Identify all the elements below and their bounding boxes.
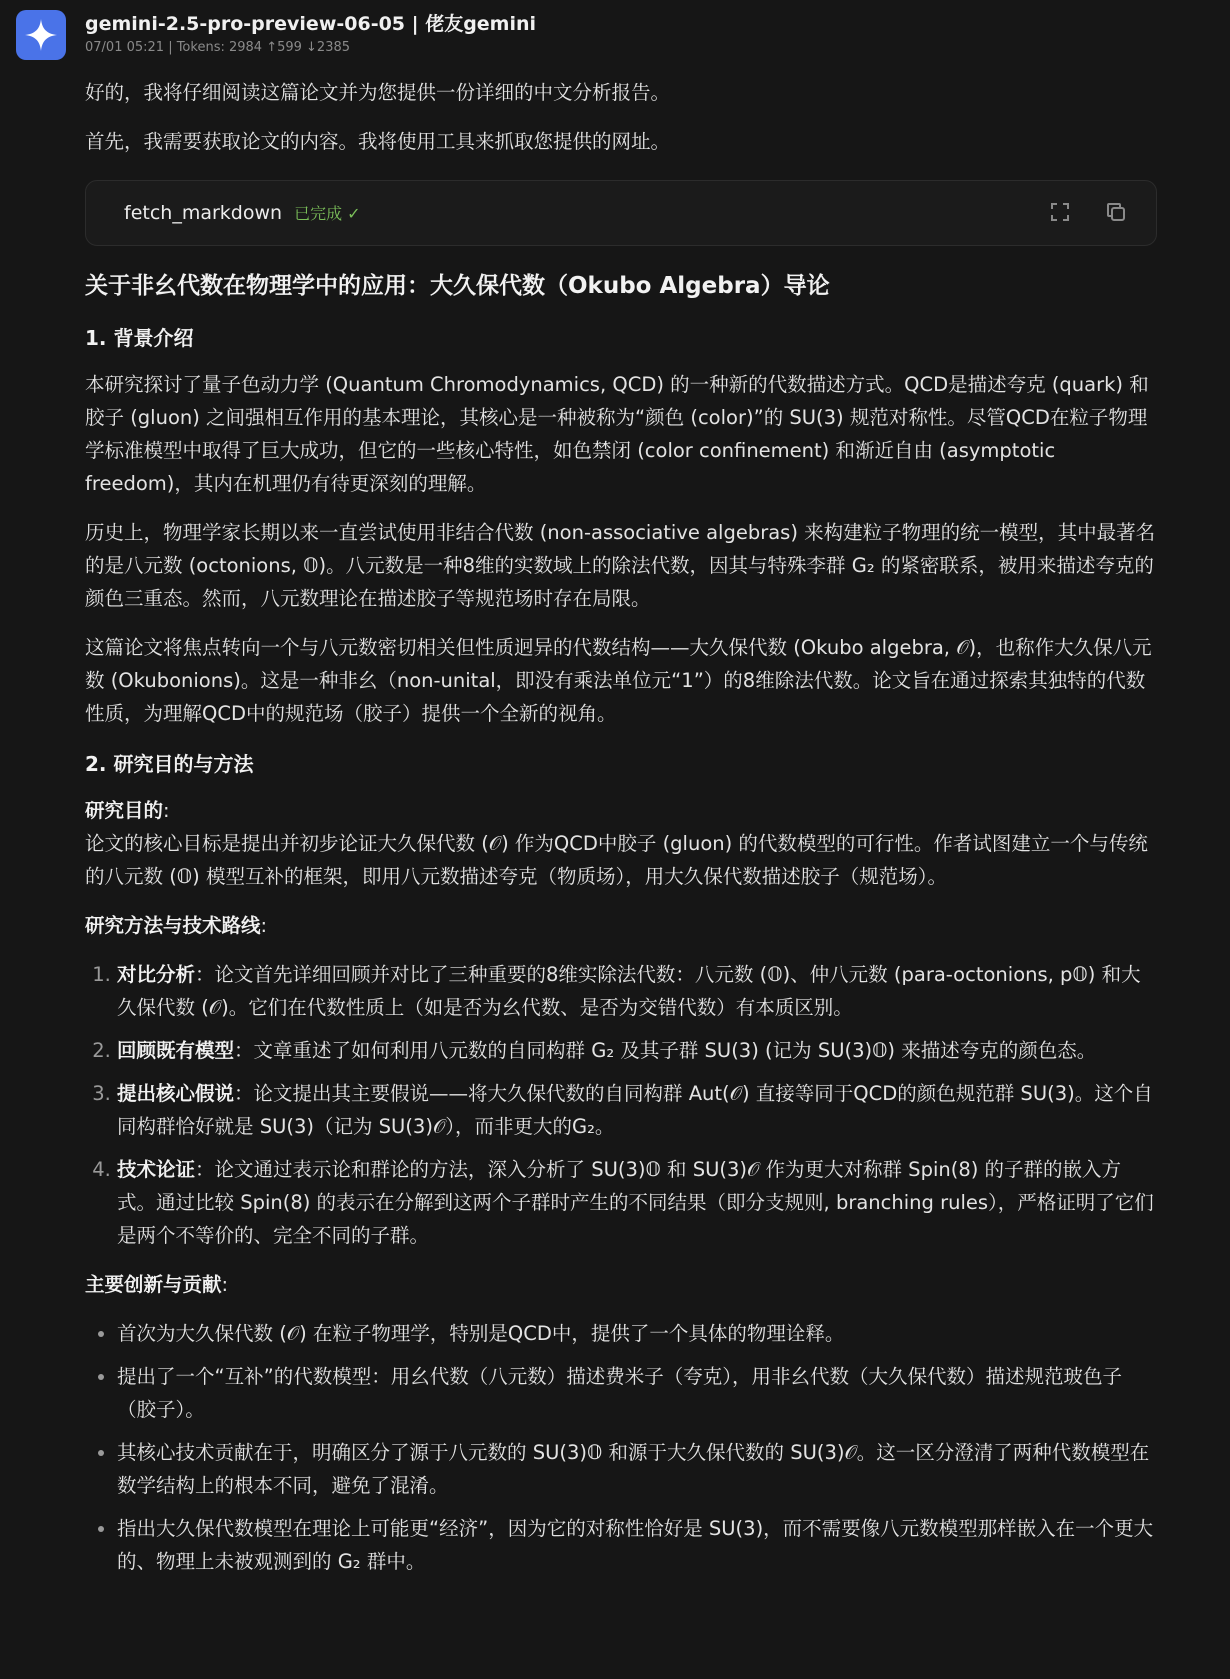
list-item: 3. 提出核心假说：论文提出其主要假说——将大久保代数的自同构群 Aut(𝒪) 直接等同于QCD的颜色规范群 SU(3)。这个自同构群恰好就是 SU(3)（记为 SU(3)𝒪），而非更大的G₂。 [117, 1077, 1157, 1143]
message-meta: 07/01 05:21 | Tokens: 2984 ↑599 ↓2385 [85, 40, 351, 55]
model-name: gemini-2.5-pro-preview-06-05 | 佬友gemini [85, 13, 537, 35]
list-item: • 提出了一个“互补”的代数模型：用幺代数（八元数）描述费米子（夸克），用非幺代数（大久保代数）描述规范玻色子（胶子）。 [117, 1360, 1157, 1426]
list-item: 2. 回顾既有模型：文章重述了如何利用八元数的自同构群 G₂ 及其子群 SU(3) (记为 SU(3)𝕆) 来描述夸克的颜色态。 [117, 1034, 1157, 1067]
background-paragraph-2: 历史上，物理学家长期以来一直尝试使用非结合代数 (non-associative algebras) 来构建粒子物理的统一模型，其中最著名的是八元数 (octonions, 𝕆)。八元数是一种8维的实数域上的除法代数，因其与特殊李群 G₂ 的紧密联系，被用来描述夸克的颜色三重态。然而，八元数理论在描述胶子等规范场时存在局限。 [85, 521, 1156, 610]
copy-icon[interactable] [1104, 200, 1128, 224]
purpose-label: 研究目的 [85, 799, 164, 822]
section-heading-methods: 2. 研究目的与方法 [85, 752, 254, 776]
report-title: 关于非幺代数在物理学中的应用：大久保代数（Okubo Algebra）导论 [85, 273, 830, 299]
list-item: 1. 对比分析：论文首先详细回顾并对比了三种重要的8维实除法代数：八元数 (𝕆)、仲八元数 (para-octonions, p𝕆) 和大久保代数 (𝒪)。它们在代数性质上（如是否为幺代数、是否为交错代数）有本质区别。 [117, 958, 1157, 1024]
contrib-label: 主要创新与贡献 [85, 1273, 222, 1296]
list-item: 4. 技术论证：论文通过表示论和群论的方法，深入分析了 SU(3)𝕆 和 SU(3)𝒪 作为更大对称群 Spin(8) 的子群的嵌入方式。通过比较 Spin(8) 的表示在分解到这两个子群时产生的不同结果（即分支规则, branching rules），严格证明了它们是两个不等价的、完全不同的子群。 [117, 1153, 1157, 1252]
methods-label-line: 研究方法与技术路线: [85, 914, 268, 937]
intro-paragraph-2: 首先，我需要获取论文的内容。我将使用工具来抓取您提供的网址。 [85, 130, 671, 153]
expand-icon[interactable] [1048, 200, 1072, 224]
purpose-block: 研究目的: 论文的核心目标是提出并初步论证大久保代数 (𝒪) 作为QCD中胶子 (gluon) 的代数模型的可行性。作者试图建立一个与传统的八元数 (𝕆) 模型互补的框架，即用八元数描述夸克（物质场），用大久保代数描述胶子（规范场）。 [85, 799, 1148, 888]
purpose-text: 论文的核心目标是提出并初步论证大久保代数 (𝒪) 作为QCD中胶子 (gluon) 的代数模型的可行性。作者试图建立一个与传统的八元数 (𝕆) 模型互补的框架，即用八元数描述夸克（物质场），用大久保代数描述胶子（规范场）。 [85, 832, 1148, 888]
list-item: • 其核心技术贡献在于，明确区分了源于八元数的 SU(3)𝕆 和源于大久保代数的 SU(3)𝒪。这一区分澄清了两种代数模型在数学结构上的根本不同，避免了混淆。 [117, 1436, 1157, 1502]
methods-list [85, 958, 1157, 1252]
background-paragraph-1: 本研究探讨了量子色动力学 (Quantum Chromodynamics, QCD) 的一种新的代数描述方式。QCD是描述夸克 (quark) 和胶子 (gluon) 之间强相互作用的基本理论，其核心是一种被称为“颜色 (color)”的 SU(3) 规范对称性。尽管QCD在粒子物理学标准模型中取得了巨大成功，但它的一些核心特性，如色禁闭 (color confinement) 和渐近自由 (asymptotic freedom)，其内在机理仍有待更深刻的理解。 [85, 373, 1149, 495]
list-item: • 指出大久保代数模型在理论上可能更“经济”，因为它的对称性恰好是 SU(3)，而不需要像八元数模型那样嵌入在一个更大的、物理上未被观测到的 G₂ 群中。 [117, 1512, 1157, 1578]
gemini-avatar [16, 10, 66, 60]
sparkle-icon [24, 18, 58, 52]
contrib-label-line: 主要创新与贡献: [85, 1273, 229, 1296]
tool-status: 已完成 ✓ [294, 203, 361, 223]
contributions-list [85, 1317, 1157, 1578]
list-item: • 首次为大久保代数 (𝒪) 在粒子物理学，特别是QCD中，提供了一个具体的物理诠释。 [117, 1317, 1157, 1350]
tool-name: fetch_markdown [124, 201, 283, 224]
tool-call-card[interactable] [85, 180, 1157, 246]
message-content [85, 76, 1157, 1594]
intro-paragraph-1: 好的，我将仔细阅读这篇论文并为您提供一份详细的中文分析报告。 [85, 81, 671, 104]
message-header [85, 11, 536, 57]
section-heading-background: 1. 背景介绍 [85, 326, 194, 350]
background-paragraph-3: 这篇论文将焦点转向一个与八元数密切相关但性质迥异的代数结构——大久保代数 (Okubo algebra, 𝒪)，也称作大久保八元数 (Okubonions)。这是一种非幺（non-unital，即没有乘法单位元“1”）的8维除法代数。论文旨在通过探索其独特的代数性质，为理解QCD中的规范场（胶子）提供一个全新的视角。 [85, 636, 1152, 725]
methods-label: 研究方法与技术路线 [85, 914, 261, 937]
